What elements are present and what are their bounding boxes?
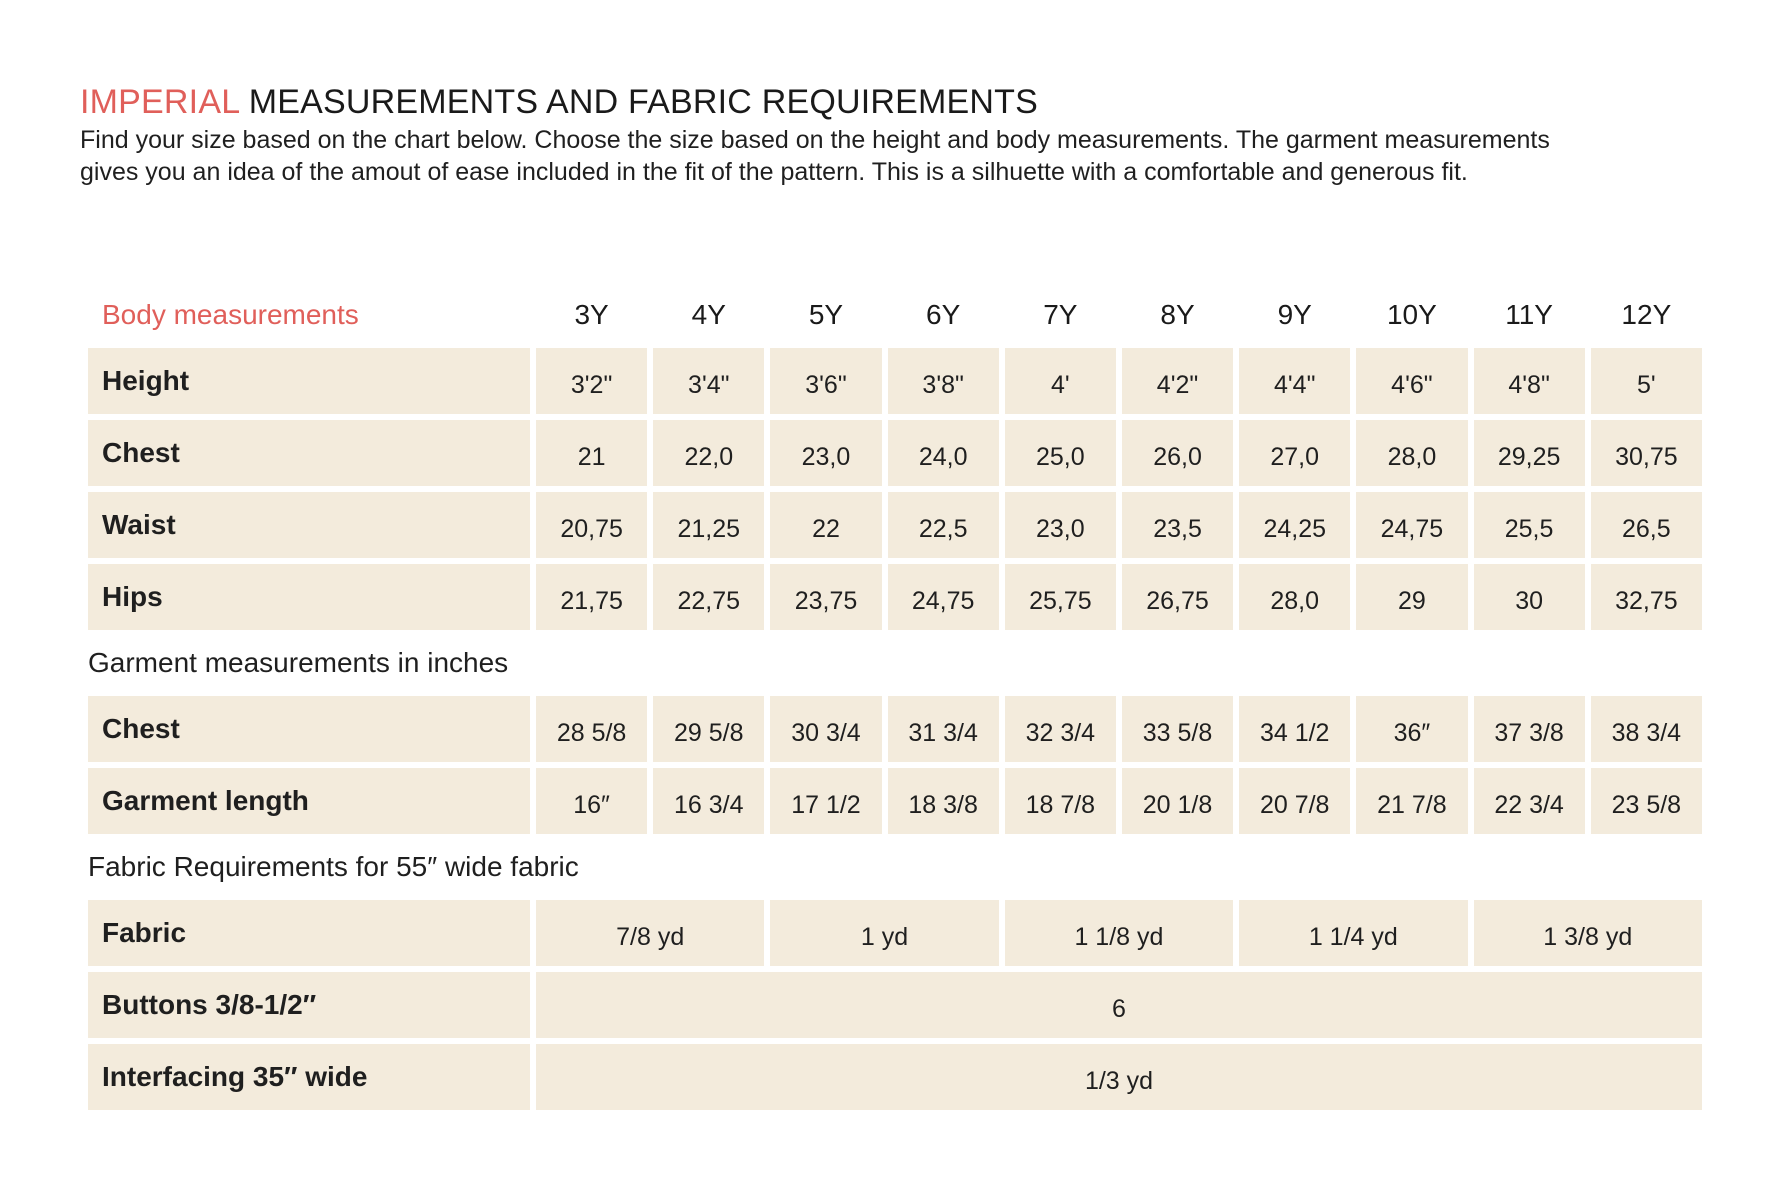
table-cell: 21,25 [653,492,764,558]
table-cell: 21 [536,420,647,486]
row-label: Garment length [88,768,530,834]
table-cell: 29 5/8 [653,696,764,762]
table-cell: 3'4" [653,348,764,414]
row-label: Interfacing 35″ wide [88,1044,530,1110]
row-label: Fabric [88,900,530,966]
table-cell: 36″ [1356,696,1467,762]
table-cell: 30 [1474,564,1585,630]
body-measurements-header: Body measurements [102,299,359,330]
row-label: Buttons 3/8-1/2″ [88,972,530,1038]
table-cell: 4'2" [1122,348,1233,414]
table-row-fabric [88,900,1702,966]
table-cell: 22,0 [653,420,764,486]
table-cell: 3'8" [888,348,999,414]
table-cell: 38 3/4 [1591,696,1702,762]
table-cell: 24,75 [888,564,999,630]
size-chart-table [82,282,1708,1116]
table-cell: 31 3/4 [888,696,999,762]
table-cell: 21,75 [536,564,647,630]
size-header: 3Y [574,299,609,330]
table-cell: 34 1/2 [1239,696,1350,762]
row-label: Waist [88,492,530,558]
table-cell: 28,0 [1356,420,1467,486]
size-header: 4Y [691,299,726,330]
row-label: Chest [88,696,530,762]
table-row-garment-chest [88,696,1702,762]
table-cell: 29 [1356,564,1467,630]
table-cell: 4'6" [1356,348,1467,414]
table-cell: 22,75 [653,564,764,630]
table-cell: 23,0 [770,420,881,486]
table-cell: 1 1/8 yd [1005,900,1233,966]
table-cell: 7/8 yd [536,900,764,966]
table-cell: 37 3/8 [1474,696,1585,762]
table-cell: 21 7/8 [1356,768,1467,834]
table-cell: 22 3/4 [1474,768,1585,834]
garment-section-row [88,636,1702,690]
table-row-waist [88,492,1702,558]
table-cell: 33 5/8 [1122,696,1233,762]
table-cell: 20,75 [536,492,647,558]
page-title [80,82,1038,122]
table-cell: 26,75 [1122,564,1233,630]
table-cell: 28 5/8 [536,696,647,762]
fabric-section-header: Fabric Requirements for 55″ wide fabric [88,851,579,882]
table-cell: 16 3/4 [653,768,764,834]
table-row-buttons [88,972,1702,1038]
intro-line-2: gives you an idea of the amout of ease included in the fit of the pattern. This is a silhuette with a comfortable and generous fit. [80,158,1468,186]
table-cell: 17 1/2 [770,768,881,834]
table-cell: 1 1/4 yd [1239,900,1467,966]
size-header: 6Y [926,299,961,330]
table-cell: 29,25 [1474,420,1585,486]
table-cell: 22,5 [888,492,999,558]
table-cell: 1 yd [770,900,998,966]
table-row-interfacing [88,1044,1702,1110]
table-cell: 26,5 [1591,492,1702,558]
table-cell: 25,75 [1005,564,1116,630]
table-cell: 4'8" [1474,348,1585,414]
table-row-garment-length [88,768,1702,834]
size-header: 7Y [1043,299,1078,330]
table-cell: 1/3 yd [536,1044,1702,1110]
table-cell: 4' [1005,348,1116,414]
size-header: 9Y [1277,299,1312,330]
table-cell: 25,5 [1474,492,1585,558]
table-cell: 22 [770,492,881,558]
table-cell: 26,0 [1122,420,1233,486]
table-cell: 18 7/8 [1005,768,1116,834]
table-cell: 18 3/8 [888,768,999,834]
table-cell: 25,0 [1005,420,1116,486]
table-cell: 16″ [536,768,647,834]
table-cell: 27,0 [1239,420,1350,486]
table-cell: 3'2" [536,348,647,414]
table-cell: 20 1/8 [1122,768,1233,834]
table-cell: 3'6" [770,348,881,414]
size-header-row [88,288,1702,342]
size-header: 5Y [808,299,844,330]
table-row-hips [88,564,1702,630]
garment-section-header: Garment measurements in inches [88,647,509,678]
size-header: 10Y [1386,299,1437,330]
title-rest: MEASUREMENTS AND FABRIC REQUIREMENTS [248,83,1039,121]
table-cell: 24,75 [1356,492,1467,558]
table-cell: 32 3/4 [1005,696,1116,762]
table-cell: 4'4" [1239,348,1350,414]
table-cell: 5' [1591,348,1702,414]
intro-text [80,124,1720,188]
row-label: Hips [88,564,530,630]
table-cell: 30,75 [1591,420,1702,486]
row-label: Chest [88,420,530,486]
size-header: 11Y [1505,299,1553,330]
table-cell: 6 [536,972,1702,1038]
table-cell: 23,5 [1122,492,1233,558]
table-cell: 1 3/8 yd [1474,900,1703,966]
table-cell: 32,75 [1591,564,1702,630]
intro-line-1: Find your size based on the chart below. Choose the size based on the height and body measurements. The garment measurements [80,126,1550,154]
table-cell: 23,75 [770,564,881,630]
table-cell: 20 7/8 [1239,768,1350,834]
title-accent: IMPERIAL [80,83,240,121]
row-label: Height [88,348,530,414]
table-cell: 24,25 [1239,492,1350,558]
table-cell: 23 5/8 [1591,768,1702,834]
size-header: 12Y [1621,299,1672,330]
table-cell: 30 3/4 [770,696,881,762]
table-cell: 28,0 [1239,564,1350,630]
size-header: 8Y [1160,299,1195,330]
fabric-section-row [88,840,1702,894]
table-cell: 23,0 [1005,492,1116,558]
table-row-chest [88,420,1702,486]
table-cell: 24,0 [888,420,999,486]
table-row-height [88,348,1702,414]
